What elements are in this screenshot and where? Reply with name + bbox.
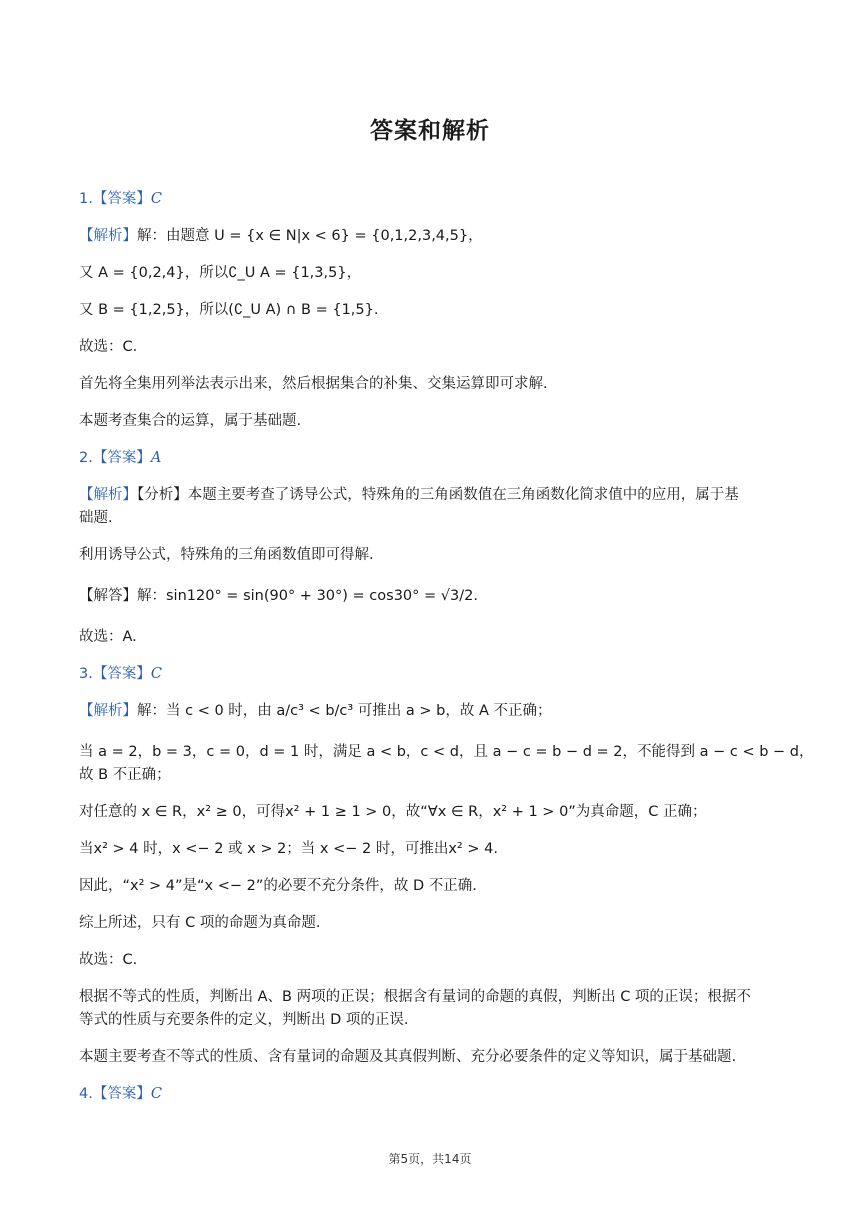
q4-answer-line [79,1083,781,1106]
q2-line-5: 故选：A. [79,629,137,645]
q2-answer-line [79,447,781,470]
page-footer: 第5页，共14页 [388,1152,472,1166]
q2-answer-tag: 【答案】 [92,450,151,466]
q2-analysis-tag: 【解析】 [79,487,137,503]
q4-number: 4. [79,1086,93,1102]
q1-answer-tag: 【答案】 [92,191,151,207]
q1-line-1 [79,225,781,248]
q3-line-2: 当 a = 2，b = 3，c = 0，d = 1 时，满足 a < b，c < d，且 a − c = b − d = 2，不能得到 a − c < b − d， [79,744,814,760]
q1-line-6: 本题考查集合的运算，属于基础题. [79,413,302,429]
q1-line-3: 又 B = {1,2,5}，所以(∁_U A) ∩ B = {1,5}. [79,302,379,318]
q3-line-3: 故 B 不正确； [79,767,171,783]
q3-line-10: 等式的性质与充要条件的定义，判断出 D 项的正误. [79,1012,409,1028]
q4-answer-tag: 【答案】 [92,1086,151,1102]
q2-number: 2. [79,450,93,466]
q3-answer-tag: 【答案】 [92,666,151,682]
q3-line-5: 当x² > 4 时，x <− 2 或 x > 2；当 x <− 2 时，可推出x² > 4. [79,841,498,857]
q1-text: 解：由题意 U = {x ∈ N|x < 6} = {0,1,2,3,4,5}， [137,228,483,244]
q3-number: 3. [79,666,93,682]
q3-answer-line [79,663,781,686]
q1-line-5: 首先将全集用列举法表示出来，然后根据集合的补集、交集运算即可求解. [79,376,548,392]
q4-answer: C [150,1086,162,1102]
q1-analysis-tag: 【解析】 [79,228,137,244]
q2-line-4: 【解答】解：sin120° = sin(90° + 30°) = cos30° = √3/2. [79,588,478,604]
q3-line-7: 综上所述，只有 C 项的命题为真命题. [79,915,321,931]
q1-answer: C [150,191,162,207]
q3-line-8: 故选：C. [79,952,138,968]
q1-number: 1. [79,191,93,207]
q1-answer-line [79,188,781,211]
q3-line-6: 因此，“x² > 4”是“x <− 2”的必要不充分条件，故 D 不正确. [79,878,477,894]
page-title: 答案和解析 [370,118,490,144]
q3-line-4: 对任意的 x ∈ R，x² ≥ 0，可得x² + 1 ≥ 1 > 0，故“∀x ∈ R，x² + 1 > 0”为真命题，C 正确； [79,804,707,820]
q2-answer: A [150,450,162,466]
q2-line-3: 利用诱导公式，特殊角的三角函数值即可得解. [79,547,374,563]
q3-line-9: 根据不等式的性质，判断出 A、B 两项的正误；根据含有量词的命题的真假，判断出 C 项的正误；根据不 [79,989,751,1005]
q2-line-2: 础题. [79,510,113,526]
q3-text: 解：当 c < 0 时，由 a/c³ < b/c³ 可推出 a > b，故 A 不正确； [137,703,552,719]
q3-line-11: 本题主要考查不等式的性质、含有量词的命题及其真假判断、充分必要条件的定义等知识，属于基础题. [79,1049,737,1065]
q2-text: 【分析】本题主要考查了诱导公式，特殊角的三角函数值在三角函数化简求值中的应用，属于基 [137,487,739,503]
q1-line-4: 故选：C. [79,339,138,355]
q3-answer: C [150,666,162,682]
answer-content [79,188,814,1120]
q2-line-1 [79,484,781,507]
q3-line-1 [79,700,781,723]
q3-analysis-tag: 【解析】 [79,703,137,719]
q1-line-2: 又 A = {0,2,4}，所以∁_U A = {1,3,5}， [79,265,362,281]
